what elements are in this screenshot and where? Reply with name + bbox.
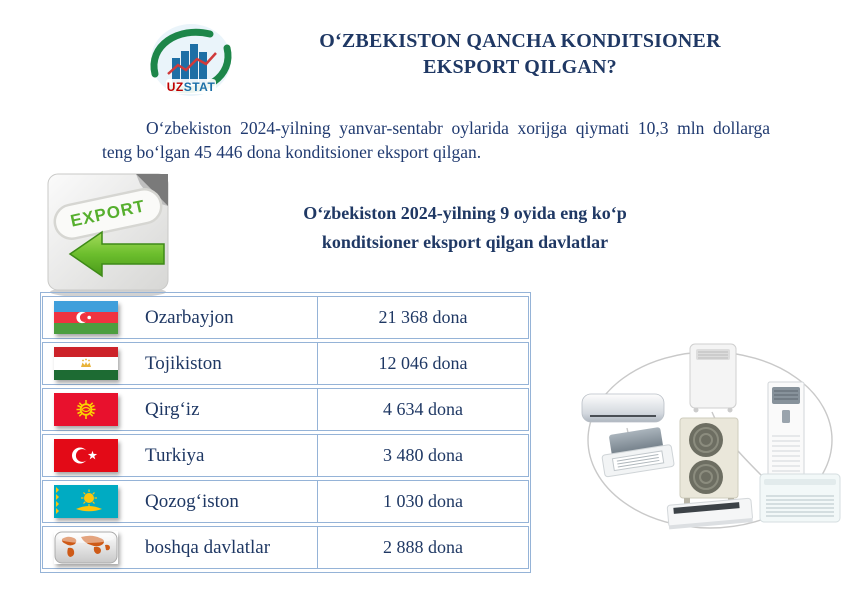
country-name: Ozarbayjon [145, 306, 234, 328]
country-name: Tojikiston [145, 352, 222, 374]
subtitle-line1: O‘zbekiston 2024-yilning 9 oyida eng ko‘p [303, 203, 627, 223]
value-cell: 4 634 dona [317, 389, 528, 430]
subtitle-line2: konditsioner eksport qilgan davlatlar [321, 232, 609, 252]
outdoor-unit [680, 418, 738, 504]
page-title-line2: EKSPORT QILGAN? [423, 56, 617, 78]
export-badge [42, 172, 202, 302]
table-row [42, 434, 529, 477]
table-row [42, 480, 529, 523]
logo-uz: UZ [166, 80, 184, 94]
country-name: Qozog‘iston [145, 490, 239, 512]
uzstat-logo-text [148, 80, 234, 94]
value-cell: 1 030 dona [317, 481, 528, 522]
kazakhstan-flag [54, 485, 118, 518]
turkey-flag [54, 439, 118, 472]
cassette-unit [599, 426, 675, 477]
world-icon [54, 531, 118, 564]
table-row [42, 296, 529, 339]
intro-paragraph: O‘zbekiston 2024-yilning yanvar-sentabr oylarida xorijga qiymati 10,3 mln dollarga teng bo‘lgan 45 446 dona konditsioner eksport qilgan. [102, 118, 770, 162]
tajikistan-flag [54, 347, 118, 380]
export-badge-label: EXPORT [68, 196, 147, 231]
value-cell: 21 368 dona [317, 297, 528, 338]
page-title-line1: O‘ZBEKISTON QANCHA KONDITSIONER [319, 30, 721, 52]
country-name: Qirg‘iz [145, 398, 200, 420]
tower-unit [766, 382, 806, 488]
console-unit [760, 474, 840, 522]
azerbaijan-flag [54, 301, 118, 334]
country-cell [43, 527, 317, 568]
country-cell [43, 481, 317, 522]
value-cell: 3 480 dona [317, 435, 528, 476]
logo-stat: STAT [183, 80, 216, 94]
kyrgyzstan-flag [54, 393, 118, 426]
table-row [42, 526, 529, 569]
uzstat-logo [148, 22, 234, 104]
country-cell [43, 297, 317, 338]
country-name: boshqa davlatlar [145, 536, 271, 558]
value-cell: 12 046 dona [317, 343, 528, 384]
air-conditioners-collage [572, 336, 844, 546]
table-row [42, 388, 529, 431]
subtitle [235, 199, 695, 257]
export-document-icon [42, 172, 202, 302]
country-cell [43, 389, 317, 430]
page-title [255, 28, 785, 80]
country-cell [43, 435, 317, 476]
country-name: Turkiya [145, 444, 205, 466]
value-cell: 2 888 dona [317, 527, 528, 568]
table-row [42, 342, 529, 385]
wall-split-unit [582, 394, 664, 422]
export-countries-table [40, 292, 531, 573]
country-cell [43, 343, 317, 384]
portable-unit [690, 344, 736, 413]
